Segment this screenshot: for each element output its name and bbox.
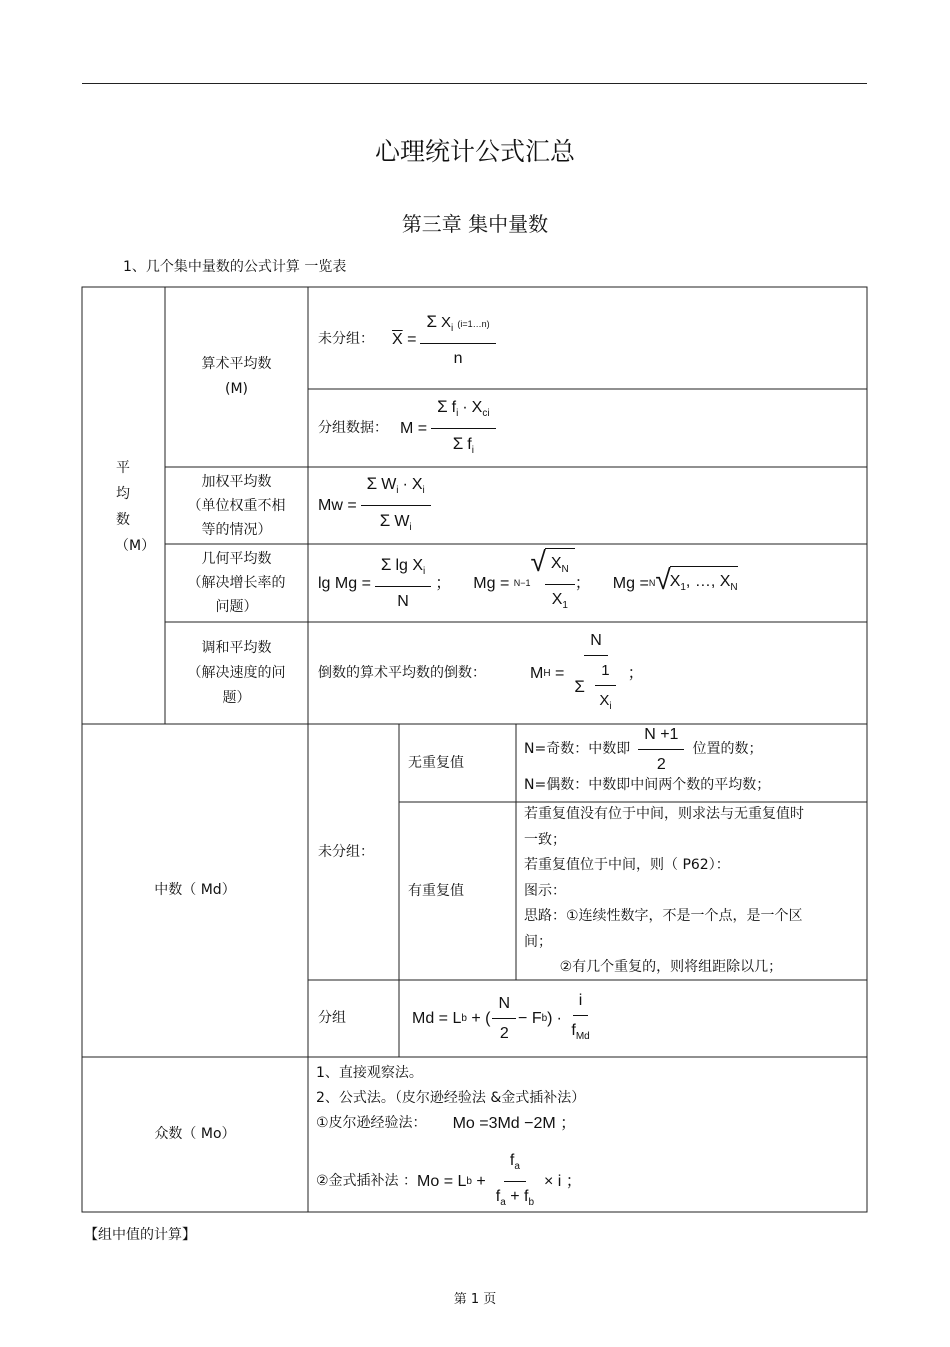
repeat-label: 有重复值 (408, 882, 464, 899)
harmonic-mean-cell (318, 622, 858, 724)
pearson-formula: Mo =3Md −2M ； (452, 1115, 577, 1132)
weighted-mean-label: 加权平均数 （单位权重不相等的情况） (187, 473, 286, 538)
grouped-label: 分组数据： (318, 420, 388, 436)
arithmetic-mean-symbol: (M) (224, 381, 248, 397)
arithmetic-mean-label (165, 287, 308, 467)
median-grouped-label: 分组 (318, 1010, 346, 1026)
chapter-heading: 第三章 集中量数 (401, 212, 549, 236)
arithmetic-mean-formula: $\overline{X}$ = $\frac{\Sigma X_i (i=1\dots n)}{n}$ (392, 309, 500, 371)
grouped-median-formula: Md = L b + ( $\frac{N}{2}$ − F b ) ∙ $\frac{i}{f_{Md}}$ (412, 988, 600, 1049)
mode-line-observation: 1、直接观察法。 (316, 1065, 423, 1081)
mean-group-label: 平均数（M） (115, 460, 156, 554)
repeat-rules: 若重复值没有位于中间，则求法与无重复值时 一致； 若重复值位于中间，则（ P62）： 图示： 思路：①连续性数字，不是一个点，是一个区 间； ②有几个重复的，则将组距除以几； (524, 806, 804, 975)
king-label: ②金式插补法 ： (316, 1173, 418, 1189)
log-geometric-formula: lg Mg = $\frac{\Sigma \lg X_i}{N}$ ； (318, 552, 451, 614)
no-repeat-label: 无重复值 (408, 754, 464, 771)
mode-methods (316, 1061, 861, 1209)
odd-position-formula: $\frac{N +1}{2}$ (634, 722, 688, 777)
group-midpoint-note: 【组中值的计算】 (84, 1227, 196, 1243)
pearson-label: ①皮尔逊经验法： (316, 1115, 427, 1131)
median-label: 中数（ Md） (154, 882, 236, 898)
harmonic-description: 倒数的算术平均数的倒数： (318, 664, 486, 681)
geometric-mean-cell (318, 544, 863, 622)
growth-geometric-formula: Mg = N−1 √ $\frac{X_N}{X_1}$ ； (473, 548, 591, 618)
page-number: 第 1 页 (453, 1292, 497, 1307)
weighted-mean-formula: Mw = $\frac{\Sigma W_i \cdot X_i}{\Sigma W_i}$ (318, 471, 435, 540)
arithmetic-mean-name: 算术平均数 (201, 356, 272, 372)
grouped-mean-formula: M = $\frac{\Sigma f_i \cdot X_{ci}}{\Sigma f_i}$ (400, 394, 500, 463)
no-repeat-rules: N=奇数：中数即 $\frac{N +1}{2}$ 位置的数； N=偶数：中数即中间两个数的平均数； (524, 728, 864, 800)
mode-label: 众数（ Mo） (154, 1126, 236, 1142)
arithmetic-ungrouped-cell (318, 292, 858, 387)
median-grouped-cell (412, 980, 862, 1057)
ungrouped-label: 未分组： (318, 331, 374, 347)
root-geometric-formula: Mg = N √ $X_1$, …, $X_N$ (613, 566, 738, 600)
geometric-mean-label: 几何平均数 （解决增长率的问题） (187, 551, 286, 615)
section-subheading: 1、几个集中量数的公式计算 一览表 (123, 259, 347, 275)
mode-line-formula: 2、公式法。（皮尔逊经验法 &金式插补法） (316, 1090, 586, 1106)
median-ungrouped-label: 未分组： (318, 843, 374, 860)
king-formula: Mo = L b + $\frac{f_a}{f_a + f_b}$ × i ； (417, 1148, 582, 1215)
harmonic-mean-label: 调和平均数 （解决速度的问题） (187, 639, 286, 706)
weighted-mean-cell (318, 467, 858, 544)
page-title: 心理统计公式汇总 (374, 137, 575, 166)
arithmetic-grouped-cell (318, 391, 858, 466)
harmonic-mean-formula: M H = N Σ $\frac{1}{X_i}$ ； (530, 628, 644, 719)
top-rule (82, 83, 867, 84)
